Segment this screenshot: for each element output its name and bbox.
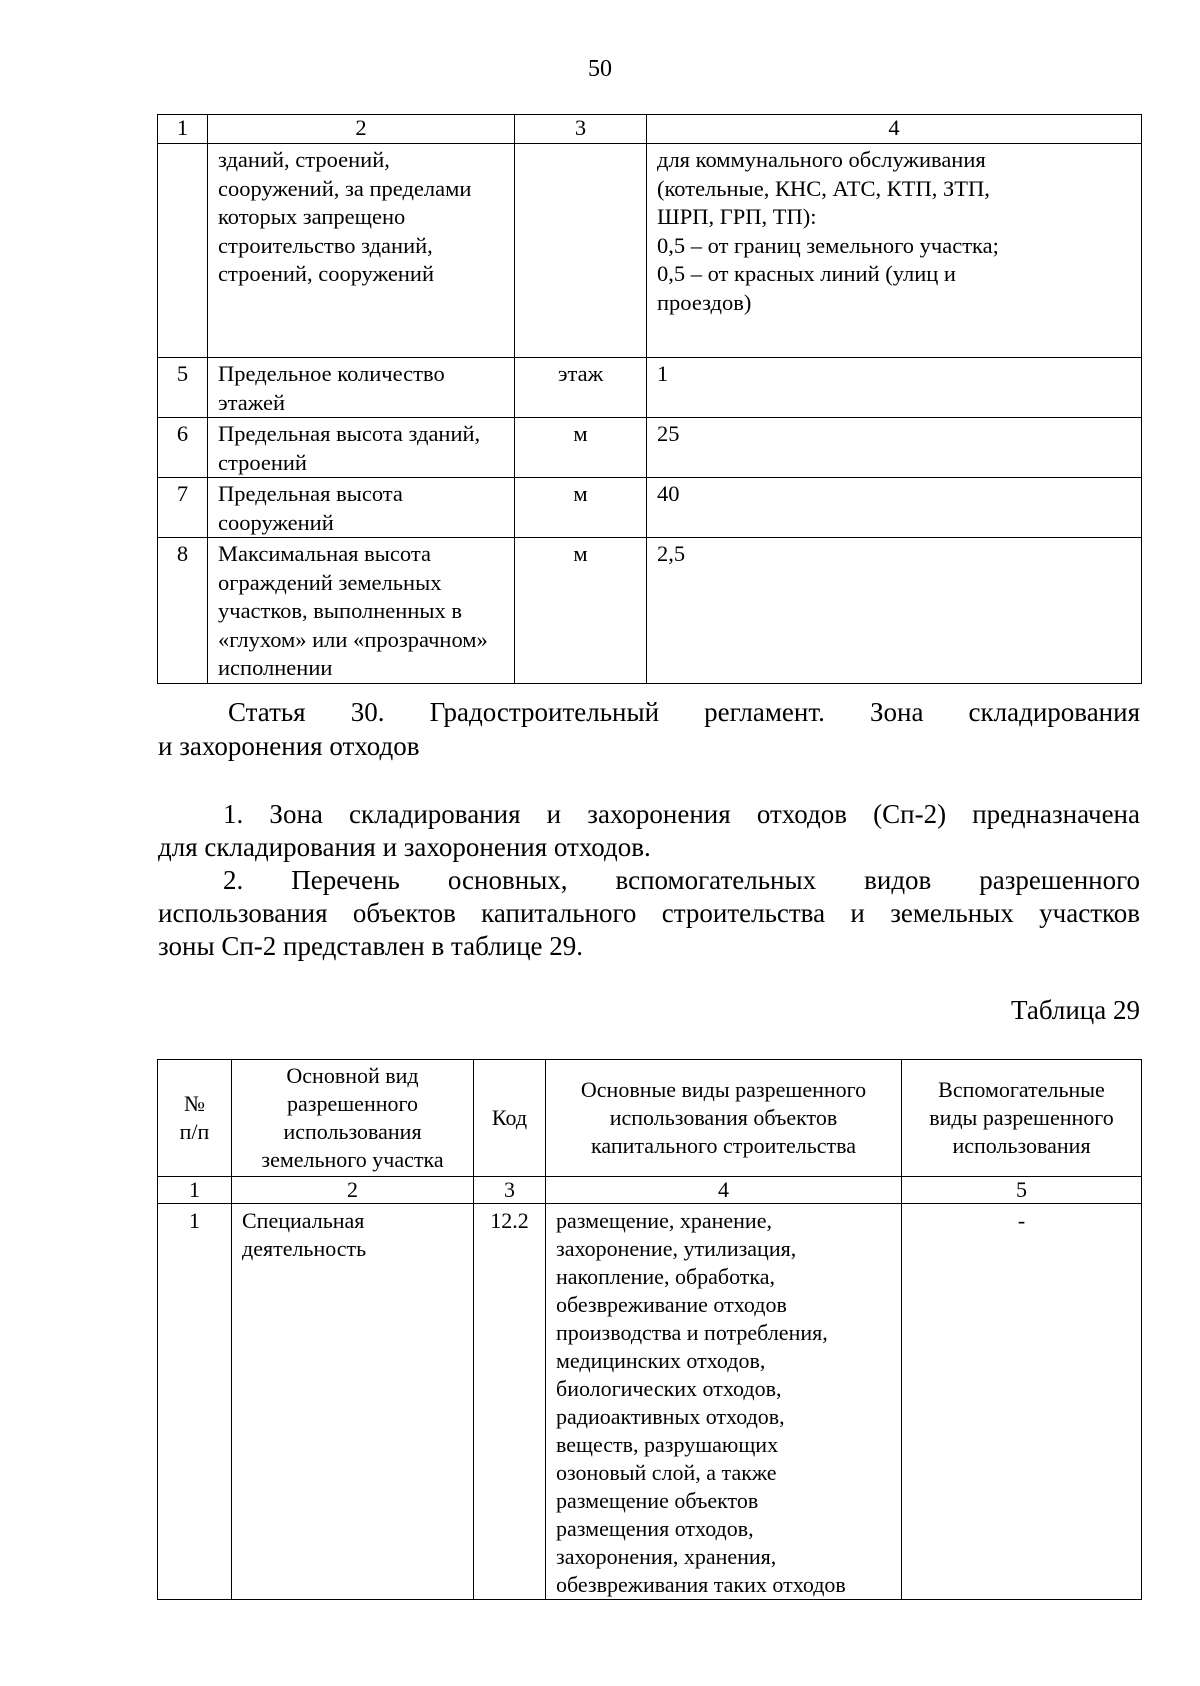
parameter-name: зданий, строений, сооружений, за пределами которых запрещено строительство зданий, строений, сооружений (208, 144, 515, 358)
header-main-kind: Основной вид разрешенного использования земельного участка (232, 1060, 474, 1177)
land-use-kind: Специальная деятельность (232, 1204, 474, 1600)
parameter-name: Максимальная высота ограждений земельных участков, выполненных в «глухом» или «прозрачном» исполнении (208, 538, 515, 684)
article-title-line: Статья 30. Градостроительный регламент. Зона складирования (228, 697, 1140, 727)
parameter-name: Предельное количество этажей (208, 358, 515, 418)
row-number: 6 (158, 418, 208, 478)
table-row (158, 358, 1142, 418)
column-number: 3 (515, 115, 647, 144)
row-number: 7 (158, 478, 208, 538)
column-number: 1 (158, 115, 208, 144)
article-heading (158, 695, 1140, 763)
parameter-value: 25 (647, 418, 1142, 478)
parameter-unit: м (515, 538, 647, 684)
parameter-unit (515, 144, 647, 358)
table-row (158, 1204, 1142, 1600)
paragraph-2 (158, 864, 1140, 963)
land-use-code: 12.2 (474, 1204, 546, 1600)
table-row (158, 478, 1142, 538)
row-number: 5 (158, 358, 208, 418)
header-code: Код (474, 1060, 546, 1177)
column-numbers-row (158, 1177, 1142, 1204)
paragraph-line: 1. Зона складирования и захоронения отходов (Сп-2) предназначена (223, 799, 1140, 829)
paragraph-1 (158, 798, 1140, 864)
article-title-line: и захоронения отходов (158, 731, 420, 761)
table-row (158, 144, 1142, 358)
parameter-value: 40 (647, 478, 1142, 538)
header-main-types: Основные виды разрешенного использования объектов капитального строительства (546, 1060, 902, 1177)
paragraph-line: зоны Сп-2 представлен в таблице 29. (158, 931, 584, 961)
row-number (158, 144, 208, 358)
table-row (158, 418, 1142, 478)
paragraph-line: 2. Перечень основных, вспомогательных видов разрешенного (223, 865, 1140, 895)
parameter-value: 1 (647, 358, 1142, 418)
parameter-value: для коммунального обслуживания (котельные, КНС, АТС, КТП, ЗТП, ШРП, ГРП, ТП): 0,5 – от границ земельного участка; 0,5 – от красных линий (улиц и проездов) (647, 144, 1142, 358)
parameter-name: Предельная высота сооружений (208, 478, 515, 538)
parameter-unit: м (515, 418, 647, 478)
table-header-row (158, 1060, 1142, 1177)
header-aux: Вспомогательные виды разрешенного использования (902, 1060, 1142, 1177)
auxiliary-use: - (902, 1204, 1142, 1600)
column-number: 1 (158, 1177, 232, 1204)
paragraph-line: использования объектов капитального строительства и земельных участков (158, 898, 1140, 928)
parameter-name: Предельная высота зданий, строений (208, 418, 515, 478)
table-29 (157, 1059, 1142, 1600)
table-caption: Таблица 29 (1011, 995, 1140, 1025)
column-number: 2 (232, 1177, 474, 1204)
page-number: 50 (588, 56, 612, 82)
land-use-description: размещение, хранение, захоронение, утилизация, накопление, обработка, обезвреживание отходов производства и потребления, медицинских отходов, биологических отходов, радиоактивных отходов, веществ, разрушающих озоновый слой, а также размещение объектов размещения отходов, захоронения, хранения, обезвреживания таких отходов (546, 1204, 902, 1600)
parameter-unit: этаж (515, 358, 647, 418)
column-number: 4 (546, 1177, 902, 1204)
column-number: 5 (902, 1177, 1142, 1204)
parameter-unit: м (515, 478, 647, 538)
header-num: № п/п (158, 1060, 232, 1177)
row-number: 1 (158, 1204, 232, 1600)
column-number: 2 (208, 115, 515, 144)
continuation-table (157, 114, 1142, 684)
paragraph-line: для складирования и захоронения отходов. (158, 832, 651, 862)
row-number: 8 (158, 538, 208, 684)
table-row (158, 538, 1142, 684)
column-number: 3 (474, 1177, 546, 1204)
continuation-header-row (158, 115, 1142, 144)
parameter-value: 2,5 (647, 538, 1142, 684)
column-number: 4 (647, 115, 1142, 144)
